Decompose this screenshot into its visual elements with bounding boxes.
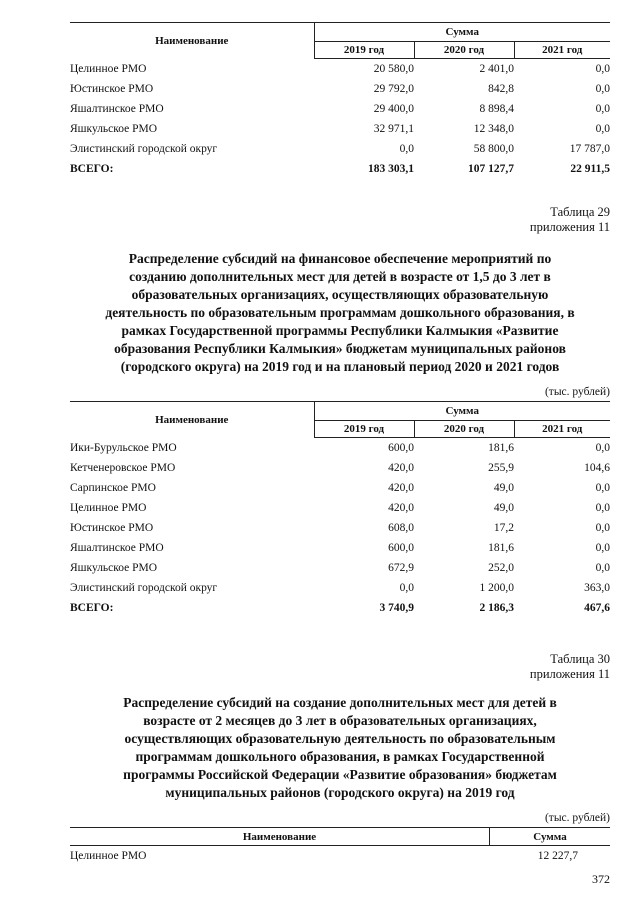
row-name: Целинное РМО	[70, 62, 147, 75]
total-value: 2 186,3	[479, 602, 514, 614]
row-value: 608,0	[388, 522, 414, 534]
row-value: 20 580,0	[373, 63, 414, 75]
row-value: 363,0	[584, 582, 610, 594]
row-name: Элистинский городской округ	[70, 143, 218, 155]
table-row	[70, 578, 610, 598]
row-value: 32 971,1	[373, 123, 414, 135]
row-value: 29 792,0	[373, 83, 414, 95]
year-header: 2020 год	[414, 421, 514, 438]
table-row	[70, 99, 610, 119]
year-header: 2020 год	[414, 42, 514, 59]
title-line: Распределение субсидий на финансовое обеспечение мероприятий по	[128, 251, 552, 266]
total-value: 467,6	[584, 602, 610, 614]
sum-header: Сумма	[314, 23, 610, 42]
title-line: созданию дополнительных мест для детей в возрасте от 1,5 до 3 лет в	[129, 269, 551, 284]
table-29-title	[60, 250, 620, 376]
row-value: 0,0	[399, 143, 414, 155]
year-header: 2021 год	[514, 421, 610, 438]
units-label: (тыс. рублей)	[544, 386, 610, 398]
table-row	[70, 478, 610, 498]
table-30-title	[60, 694, 620, 802]
row-value: 0,0	[595, 83, 610, 95]
row-value: 49,0	[493, 502, 514, 514]
row-value: 17 787,0	[569, 143, 610, 155]
row-name: Яшалтинское РМО	[70, 103, 164, 115]
row-value: 104,6	[584, 462, 610, 474]
row-value: 1 200,0	[479, 582, 514, 594]
title-line: программы Российской Федерации «Развитие образования» бюджетам	[123, 767, 557, 782]
row-value: 420,0	[388, 482, 414, 494]
row-value: 0,0	[595, 482, 610, 494]
table-row	[70, 59, 610, 80]
row-value: 0,0	[595, 63, 610, 75]
row-name: Ики-Бурульское РМО	[70, 441, 177, 454]
row-value: 58 800,0	[473, 143, 514, 155]
total-value: 107 127,7	[468, 163, 514, 175]
row-value: 600,0	[388, 442, 414, 454]
row-name: Кетченеровское РМО	[70, 462, 176, 474]
title-line: возрасте от 2 месяцев до 3 лет в образовательных организациях,	[143, 713, 537, 728]
row-value: 0,0	[595, 542, 610, 554]
name-header: Наименование	[70, 23, 314, 59]
table-row	[70, 139, 610, 159]
table-row	[70, 558, 610, 578]
row-value: 600,0	[388, 542, 414, 554]
table-29-label	[530, 205, 610, 235]
row-value: 0,0	[595, 562, 610, 574]
name-header: Наименование	[70, 828, 490, 846]
appendix-ref: приложения 11	[529, 667, 610, 681]
table-30-label	[530, 652, 610, 682]
row-value: 2 401,0	[479, 63, 514, 75]
title-line: рамках Государственной программы Республики Калмыкия «Развитие	[121, 323, 559, 338]
table-29	[70, 401, 610, 618]
year-header: 2019 год	[314, 421, 414, 438]
row-value: 420,0	[388, 462, 414, 474]
title-line: программам дошкольного образования, в рамках Государственной	[135, 749, 545, 764]
table-row	[70, 498, 610, 518]
title-line: Распределение субсидий на создание дополнительных мест для детей в	[123, 695, 557, 710]
total-value: 183 303,1	[368, 163, 414, 175]
title-line: образовательных организациях, осуществляющих образовательную	[131, 287, 549, 302]
row-value: 842,8	[488, 83, 514, 95]
title-line: образования Республики Калмыкия» бюджетам муниципальных районов	[114, 341, 566, 356]
row-value: 8 898,4	[479, 103, 514, 115]
row-value: 420,0	[388, 502, 414, 514]
table-row	[70, 119, 610, 139]
total-row	[70, 159, 610, 179]
total-label: ВСЕГО:	[70, 602, 114, 614]
table-row	[70, 438, 610, 459]
table-row	[70, 458, 610, 478]
page-number: 372	[592, 872, 610, 886]
title-line: осуществляющих образовательную деятельность по образовательным	[124, 731, 556, 746]
table-row	[70, 538, 610, 558]
row-name: Яшкульское РМО	[70, 562, 158, 574]
title-line: (городского округа) на 2019 год и на плановый период 2020 и 2021 годов	[120, 359, 560, 374]
row-value: 0,0	[399, 582, 414, 594]
table-row	[70, 846, 610, 867]
row-name: Юстинское РМО	[70, 522, 154, 534]
appendix-ref: приложения 11	[529, 220, 610, 234]
row-name: Юстинское РМО	[70, 83, 154, 95]
total-row	[70, 598, 610, 618]
sum-header: Сумма	[314, 402, 610, 421]
row-value: 17,2	[493, 522, 514, 534]
row-value: 29 400,0	[373, 103, 414, 115]
year-header: 2019 год	[314, 42, 414, 59]
table-number: Таблица 29	[550, 205, 610, 219]
table-row	[70, 518, 610, 538]
row-value: 0,0	[595, 103, 610, 115]
table-1	[70, 22, 610, 179]
row-value: 0,0	[595, 442, 610, 454]
total-value: 22 911,5	[570, 163, 610, 175]
row-value: 672,9	[388, 562, 414, 574]
row-name: Сарпинское РМО	[70, 482, 156, 494]
table-number: Таблица 30	[550, 652, 610, 666]
row-name: Элистинский городской округ	[70, 582, 218, 594]
row-name: Яшалтинское РМО	[70, 542, 164, 554]
row-value: 181,6	[488, 442, 514, 454]
row-value: 49,0	[493, 482, 514, 494]
sum-header: Сумма	[490, 828, 611, 846]
row-value: 0,0	[595, 502, 610, 514]
year-header: 2021 год	[514, 42, 610, 59]
row-value: 252,0	[488, 562, 514, 574]
name-header: Наименование	[70, 402, 314, 438]
row-name: Яшкульское РМО	[70, 123, 158, 135]
title-line: муниципальных районов (городского округа) на 2019 год	[165, 785, 515, 800]
table-30	[70, 827, 610, 866]
row-value: 181,6	[488, 542, 514, 554]
total-label: ВСЕГО:	[70, 163, 114, 175]
units-label: (тыс. рублей)	[544, 812, 610, 824]
row-value: 255,9	[488, 462, 514, 474]
title-line: деятельность по образовательным программам дошкольного образования, в	[105, 305, 575, 320]
total-value: 3 740,9	[379, 602, 414, 614]
row-name: Целинное РМО	[70, 850, 147, 862]
table-row	[70, 79, 610, 99]
row-value: 0,0	[595, 522, 610, 534]
row-name: Целинное РМО	[70, 502, 147, 514]
row-value: 0,0	[595, 123, 610, 135]
row-value: 12 227,7	[537, 850, 578, 862]
row-value: 12 348,0	[473, 123, 514, 135]
